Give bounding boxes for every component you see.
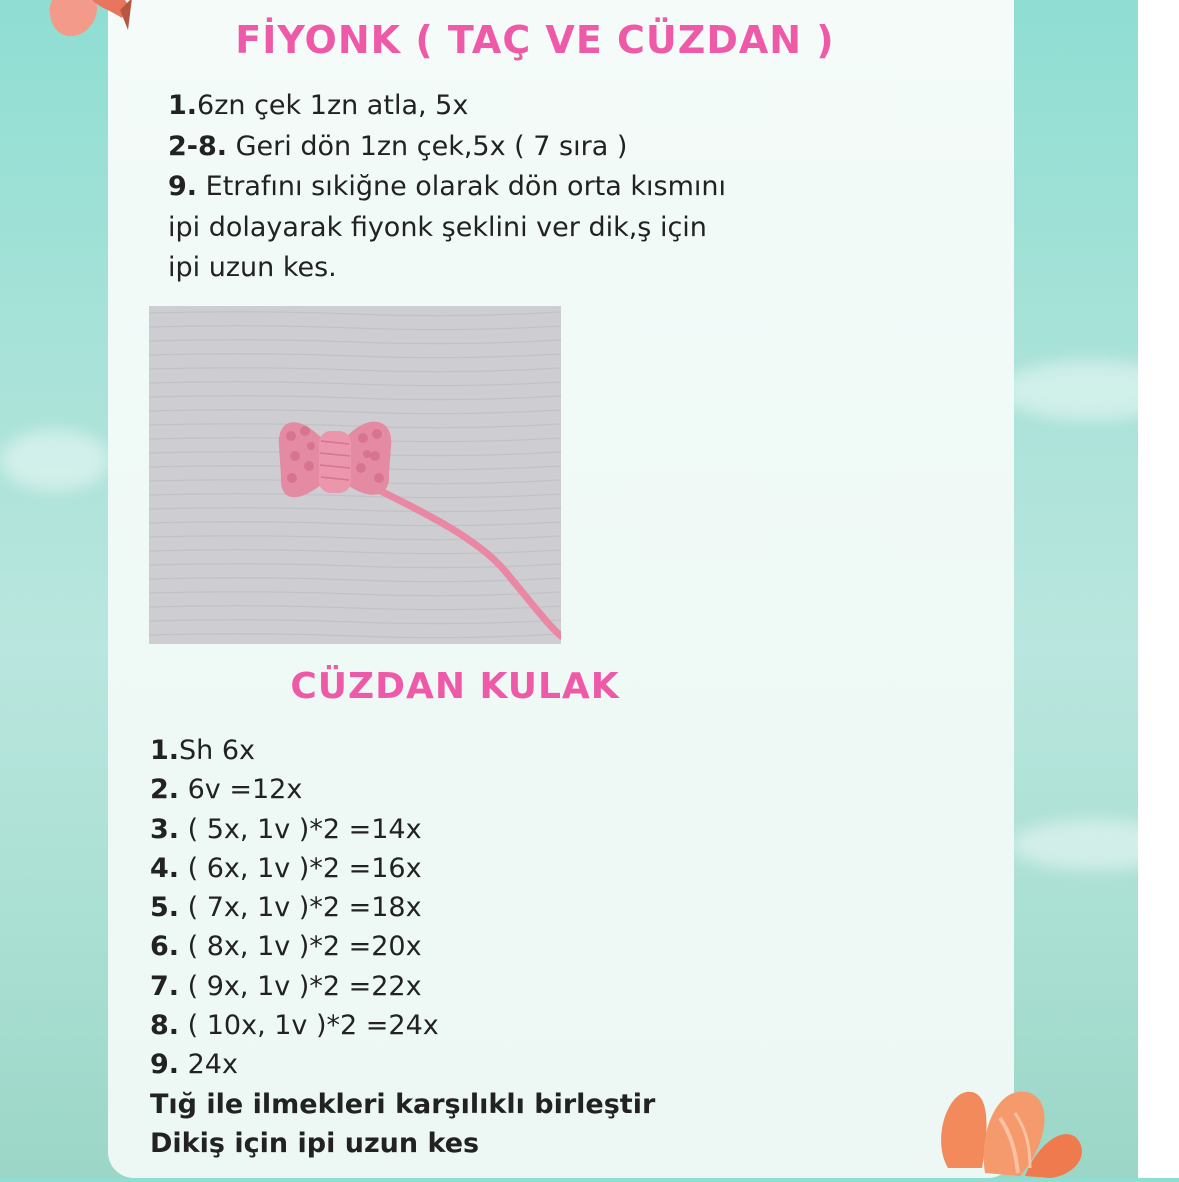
step-number: 2-8. bbox=[168, 130, 228, 162]
section-title: CÜZDAN KULAK bbox=[290, 666, 620, 707]
step-text: ( 8x, 1v )*2 =20x bbox=[179, 931, 422, 963]
instruction-row bbox=[168, 167, 726, 208]
step-number: 1. bbox=[168, 90, 198, 121]
closing-instruction: Tığ ile ilmekleri karşılıklı birleştir bbox=[150, 1088, 656, 1120]
step-number: 1. bbox=[150, 735, 180, 766]
step-text: ( 10x, 1v )*2 =24x bbox=[179, 1010, 439, 1042]
instruction-row bbox=[150, 810, 655, 849]
step-number: 5. bbox=[150, 892, 180, 924]
step-number: 6. bbox=[150, 931, 180, 963]
flower-icon bbox=[930, 1078, 1090, 1182]
step-text: 6zn çek 1zn atla, 5x bbox=[197, 90, 469, 121]
instruction-continuation: ipi uzun kes. bbox=[168, 252, 337, 283]
step-number: 4. bbox=[150, 852, 180, 884]
step-text: 6v =12x bbox=[179, 774, 303, 806]
page-title: FİYONK ( TAÇ VE CÜZDAN ) bbox=[235, 18, 835, 62]
step-text: ( 7x, 1v )*2 =18x bbox=[179, 892, 422, 924]
step-text: Geri dön 1zn çek,5x ( 7 sıra ) bbox=[227, 130, 628, 162]
step-number: 7. bbox=[150, 970, 180, 1002]
bow-instructions bbox=[168, 86, 726, 289]
background-cloud bbox=[0, 430, 110, 490]
closing-instruction: Dikiş için ipi uzun kes bbox=[150, 1127, 480, 1159]
step-number: 8. bbox=[150, 1010, 180, 1042]
instruction-row bbox=[150, 967, 655, 1006]
step-number: 9. bbox=[150, 1049, 180, 1081]
instruction-row bbox=[150, 849, 655, 888]
instruction-row bbox=[168, 127, 726, 168]
instruction-continuation: ipi dolayarak fiyonk şeklini ver dik,ş için bbox=[168, 211, 707, 243]
right-edge-band bbox=[1138, 0, 1179, 1178]
step-text: ( 6x, 1v )*2 =16x bbox=[179, 852, 422, 884]
step-text: Etrafını sıkiğne olarak dön orta kısmını bbox=[197, 171, 727, 202]
step-text: 24x bbox=[179, 1049, 238, 1081]
instruction-row bbox=[150, 1006, 655, 1045]
instruction-row bbox=[150, 888, 655, 927]
purse-ear-instructions bbox=[150, 731, 655, 1163]
instruction-row bbox=[168, 86, 726, 127]
instruction-row bbox=[150, 927, 655, 966]
step-number: 9. bbox=[168, 171, 198, 202]
crochet-bow-photo bbox=[149, 306, 561, 644]
instruction-row bbox=[150, 731, 655, 770]
step-number: 2. bbox=[150, 774, 180, 806]
step-number: 3. bbox=[150, 813, 180, 845]
instruction-row bbox=[150, 1045, 655, 1084]
instruction-row bbox=[150, 770, 655, 809]
step-text: Sh 6x bbox=[179, 735, 256, 766]
step-text: ( 9x, 1v )*2 =22x bbox=[179, 970, 422, 1002]
step-text: ( 5x, 1v )*2 =14x bbox=[179, 813, 422, 845]
